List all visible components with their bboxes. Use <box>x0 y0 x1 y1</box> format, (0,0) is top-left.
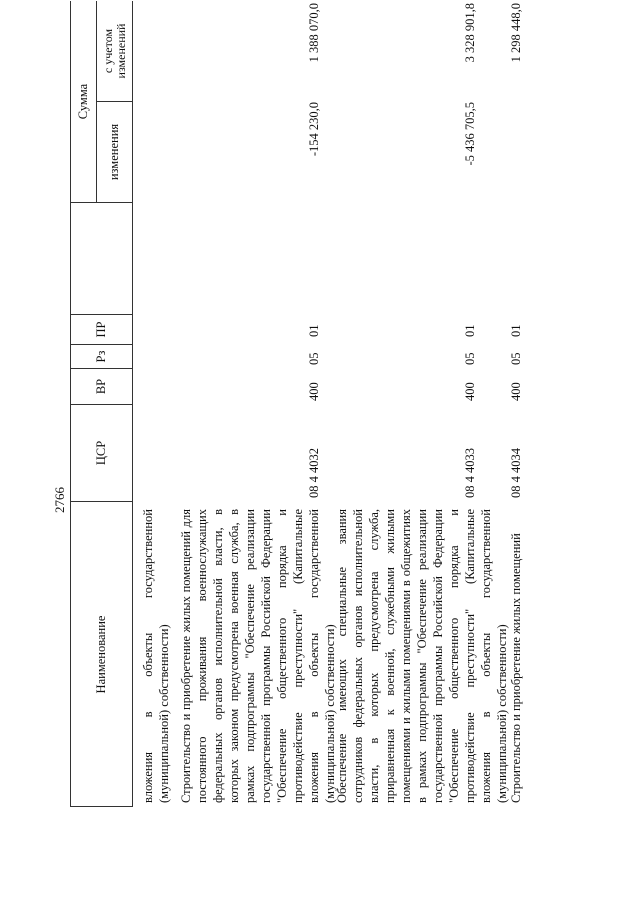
row-name: Строительство и приобретение жилых помещений <box>509 533 523 803</box>
row-rz: 05 <box>307 352 321 365</box>
row-csr: 08 4 4034 <box>509 448 523 498</box>
row-csr: 08 4 4033 <box>463 448 477 498</box>
row-total: 1 298 448,0 <box>509 3 523 63</box>
row-pr: 01 <box>509 324 523 337</box>
row-name: Обеспечение имеющих специальные звания сотрудников федеральных органов исполнительной власти, в которых предусмотрена служба, приравненная к военной, служебными жилыми помещениями и жилыми помещениями в общежитиях в рамках подпрограммы "Обеспечение реализации государственной программы Российской Федерации "Обеспечение общественного порядка и противодействие преступности" (Капитальные вложения в объекты государственной (муниципальной) собственности) <box>335 509 509 803</box>
header-name: Наименование <box>70 502 133 807</box>
row-rz: 05 <box>509 352 523 365</box>
page-number: 2766 <box>52 487 67 513</box>
row-vr: 400 <box>307 382 321 401</box>
header-pr: ПР <box>70 315 133 345</box>
header-s-uchetom-line1: с учетом <box>100 28 115 74</box>
row-name: вложения в объекты государственной (муниципальной) собственности) <box>141 509 171 803</box>
row-total: 3 328 901,8 <box>463 3 477 63</box>
budget-table <box>70 1 595 807</box>
row-vr: 400 <box>463 382 477 401</box>
header-s-uchetom-line2: изменений <box>113 23 128 79</box>
header-csr: ЦСР <box>70 405 133 502</box>
header-izmeneniya: изменения <box>107 123 121 181</box>
row-name: Строительство и приобретение жилых помещений для постоянного проживания военнослужащих федеральных органов исполнительной власти, в которых законом предусмотрена военная служба, в рамках подпрограммы "Обеспечение реализации государственной программы Российской Федерации "Обеспечение общественного порядка и противодействие преступности" (Капитальные вложения в объекты государственной (муниципальной) собственности) <box>179 509 337 803</box>
row-izmeneniya: -154 230,0 <box>307 102 321 157</box>
row-rz: 05 <box>463 352 477 365</box>
header-rz: Рз <box>70 345 133 369</box>
header-s-uchetom <box>97 1 132 102</box>
header-spacer <box>70 203 133 315</box>
row-pr: 01 <box>463 324 477 337</box>
row-csr: 08 4 4032 <box>307 448 321 498</box>
header-summa-group <box>70 1 133 203</box>
header-vr: ВР <box>70 369 133 405</box>
row-vr: 400 <box>509 382 523 401</box>
row-izmeneniya: -5 436 705,5 <box>463 102 477 166</box>
row-pr: 01 <box>307 324 321 337</box>
row-total: 1 388 070,0 <box>307 3 321 63</box>
header-summa: Сумма <box>70 1 97 202</box>
